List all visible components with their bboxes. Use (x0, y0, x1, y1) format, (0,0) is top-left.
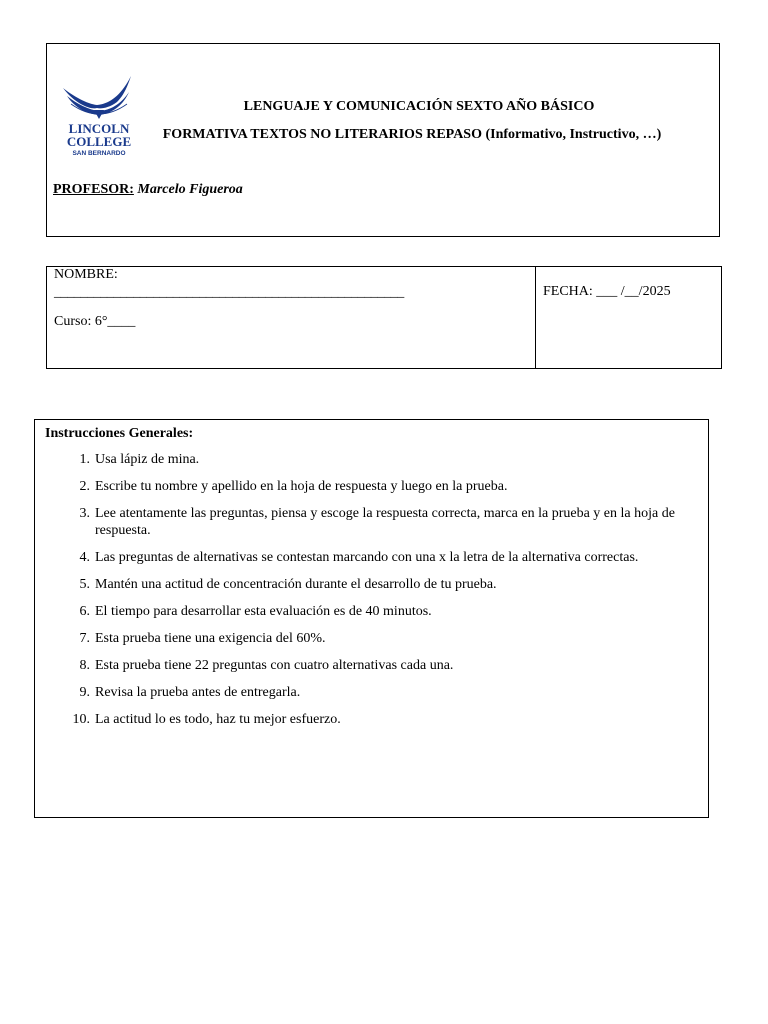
instruction-item (45, 576, 698, 593)
instruction-number: 9. (79, 685, 90, 700)
instruction-number: 3. (79, 506, 90, 521)
doc-subtitle: FORMATIVA TEXTOS NO LITERARIOS REPASO (Informativo, Instructivo, …) (162, 127, 662, 142)
header-box (46, 43, 720, 237)
instructions-list (45, 451, 698, 728)
profesor-name: Marcelo Figueroa (137, 182, 243, 197)
instruction-number: 5. (79, 577, 90, 592)
logo-line3: SAN BERNARDO (72, 150, 126, 157)
instruction-item (45, 451, 698, 468)
school-logo (61, 74, 137, 158)
logo-line1: LINCOLN (68, 121, 130, 136)
instruction-number: 10. (72, 712, 90, 727)
nombre-field[interactable]: _____________________________________________________ (54, 285, 404, 300)
instruction-number: 2. (79, 479, 90, 494)
instruction-text: La actitud lo es todo, haz tu mejor esfuerzo. (95, 712, 341, 727)
instruction-text: Mantén una actitud de concentración durante el desarrollo de tu prueba. (95, 577, 497, 592)
instruction-text: El tiempo para desarrollar esta evaluación es de 40 minutos. (95, 604, 432, 619)
doc-title: LENGUAJE Y COMUNICACIÓN SEXTO AÑO BÁSICO (243, 99, 595, 114)
instruction-text: Revisa la prueba antes de entregarla. (95, 685, 301, 700)
instruction-item (45, 657, 698, 674)
nombre-label: NOMBRE: (54, 267, 118, 282)
profesor-line (53, 182, 243, 198)
instruction-number: 7. (79, 631, 90, 646)
instruction-item (45, 630, 698, 647)
instruction-item (45, 603, 698, 620)
student-info-left-cell (47, 267, 536, 368)
instruction-number: 8. (79, 658, 90, 673)
instruction-item (45, 549, 698, 566)
fecha-field[interactable]: FECHA: ___ /__/2025 (543, 284, 671, 299)
curso-field[interactable]: Curso: 6°____ (54, 314, 136, 329)
instruction-item (45, 478, 698, 495)
instruction-text: Esta prueba tiene 22 preguntas con cuatro alternativas cada una. (95, 658, 454, 673)
logo-line2: COLLEGE (66, 134, 132, 149)
instructions-box (34, 419, 709, 818)
instruction-text: Las preguntas de alternativas se contestan marcando con una x la letra de la alternativa correctas. (95, 550, 639, 565)
instruction-number: 6. (79, 604, 90, 619)
instructions-title: Instrucciones Generales: (45, 426, 194, 441)
instruction-text: Lee atentamente las preguntas, piensa y escoge la respuesta correcta, marca en la prueba y en la hoja de respuesta. (95, 506, 675, 538)
instruction-text: Esta prueba tiene una exigencia del 60%. (95, 631, 326, 646)
instruction-item (45, 711, 698, 728)
instruction-text: Escribe tu nombre y apellido en la hoja de respuesta y luego en la prueba. (95, 479, 508, 494)
instruction-item (45, 684, 698, 701)
student-info-right-cell (536, 267, 721, 368)
instruction-text: Usa lápiz de mina. (95, 452, 200, 467)
instruction-number: 4. (79, 550, 90, 565)
instruction-item (45, 505, 698, 539)
student-info-table (46, 266, 722, 369)
profesor-label: PROFESOR: (53, 182, 134, 197)
instruction-number: 1. (79, 452, 90, 467)
